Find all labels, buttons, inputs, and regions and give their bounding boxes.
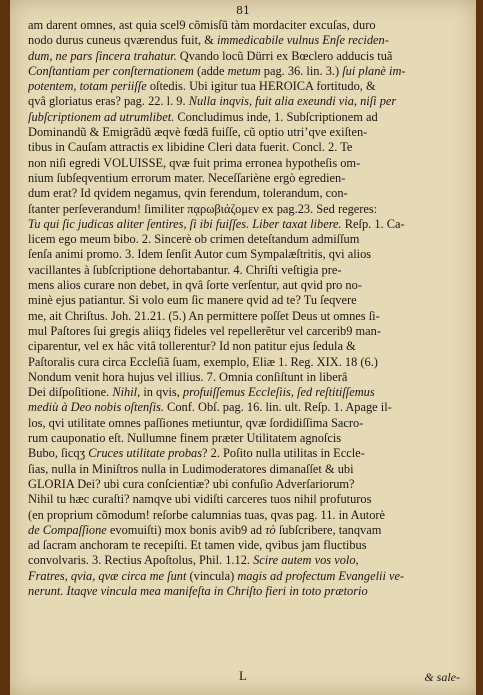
text-line [28, 416, 466, 431]
roman-segment: tibus in Cauſam attractis ex libidine Cleri data fuerit. Concl. 2. Te [28, 140, 353, 155]
italic-segment: τὸ [265, 522, 276, 537]
roman-segment: ſias, nulla in Miniſtros nulla in Ludimoderatores dimanaſſet & ubi [28, 461, 354, 476]
italic-segment: Nihil [112, 385, 138, 400]
text-line [28, 508, 466, 523]
roman-segment: me, ait Chriſtus. Joh. 21.21. (5.) An permittere poſſet Deus ut omnes ſi- [28, 308, 380, 323]
text-line [28, 339, 466, 354]
roman-segment: los, qvi utilitate omnes paſſiones metiuntur, qvæ ſordidiſſima Sacro- [28, 415, 364, 430]
book-page [10, 0, 476, 695]
text-line [28, 156, 466, 171]
text-line [28, 446, 466, 461]
roman-segment: licem ego meum bibo. 2. Sincerè ob crimen deteſtandum admiſſum [28, 232, 360, 247]
italic-segment: Scire autem vos volo, [253, 553, 359, 568]
roman-segment: mul Paſtores ſui gregis aliiqʒ fideles vel repellerẽtur vel carcerib9 man- [28, 323, 381, 338]
roman-segment: ad ſacram anchoram te recepiſti. Et tamen vide, qvibus jam fluctibus [28, 538, 367, 553]
text-line [28, 324, 466, 339]
text-line [28, 370, 466, 385]
text-line [28, 477, 466, 492]
text-line [28, 110, 466, 125]
italic-segment: de Compaſſione [28, 522, 107, 537]
text-line [28, 355, 466, 370]
body-text [28, 18, 466, 599]
text-line [28, 492, 466, 507]
roman-segment: ſtanter perſeverandum! ſimiliter πᾳρωβιάζομεν ex pag.23. Sed regeres: [28, 201, 378, 216]
roman-segment: Nihil tu hæc curaſti? namqve ubi vidiſti carceres tuos nihil profuturos [28, 492, 372, 507]
italic-segment: magis ad profectum Evangelii ve- [237, 568, 405, 583]
text-line [28, 584, 466, 599]
text-line [28, 431, 466, 446]
text-line [28, 400, 466, 415]
text-line [28, 569, 466, 584]
text-line [28, 125, 466, 140]
italic-segment: Cruces utilitate probas [88, 446, 203, 461]
roman-segment: ciparentur, vel ex hâc vitâ tollerentur? Id non patitur ejus ſedula & [28, 339, 356, 354]
roman-segment: nium ſubſeqventium errorum mater. Neceſſariène ergò egredien- [28, 170, 346, 185]
italic-segment: Nulla inqvis, fuit alia exeundi via, niſi per [188, 94, 397, 109]
page-number: 81 [236, 4, 250, 17]
roman-segment: Qvando locũ Dürri ex Bœclero adducis tuã [176, 48, 393, 63]
italic-segment: Tu qui ſic judicas aliter ſentires, ſi ibi fuiſſes. Liber taxat libere. [28, 216, 342, 231]
roman-segment: convolvaris. 3. Rectius Apoſtolus, Phil. 1.12. [28, 553, 254, 568]
text-line [28, 49, 466, 64]
roman-segment: Bubo, ſicqʒ [28, 446, 89, 461]
roman-segment: rum cauponatio eſt. Nullumne finem præter Utilitatem agnoſcis [28, 431, 342, 446]
text-line [28, 171, 466, 186]
roman-segment: Dei diſpoſitione. [28, 385, 113, 400]
italic-segment: nerunt. Itaqve vincula mea manifeſta in Chriſto fieri in toto prætorio [28, 583, 368, 598]
text-line [28, 79, 466, 94]
text-line [28, 263, 466, 278]
text-line [28, 202, 466, 217]
roman-segment: Paſtoralis cura circa Eccleſiã ſuam, exemplo, Eliæ 1. Reg. XIX. 18 (6.) [28, 354, 378, 369]
text-line [28, 18, 466, 33]
roman-segment: pag. 36. lin. 3.) [260, 63, 343, 78]
roman-segment: ſubſcribere, tanqvam [275, 522, 382, 537]
text-line [28, 293, 466, 308]
roman-segment: Dominandũ & Emigrãdũ æqvè fœdã fuiſſe, cũ optio utriʼqve exiſten- [28, 125, 368, 140]
roman-segment: , in qvis, [137, 385, 183, 400]
text-line [28, 385, 466, 400]
italic-segment: dum, ne pars ſincera trahatur. [28, 48, 177, 63]
italic-segment: potentem, totam periiſſe [28, 79, 147, 94]
roman-segment: Conf. Obſ. pag. 16. lin. ult. Reſp. 1. Apage il- [163, 400, 392, 415]
roman-segment: vacillantes à ſubſcriptione dehortabantur. 4. Chriſti veſtigia pre- [28, 262, 342, 277]
book-gutter-left [0, 0, 10, 695]
text-line [28, 523, 466, 538]
italic-segment: ſubſcriptionem ad utrumlibet. [28, 109, 175, 124]
italic-segment: ſui planè im- [342, 63, 406, 78]
roman-segment: (adde [193, 63, 228, 78]
text-line [28, 94, 466, 109]
text-line [28, 140, 466, 155]
italic-segment: profuiſſemus Eccleſiis, ſed reſtitiſſemus [182, 385, 375, 400]
italic-segment: metum [227, 63, 261, 78]
italic-segment: Conſtantiam per conſternationem [28, 63, 194, 78]
roman-segment: qvâ gloriatus eras? pag. 22. l. 9. [28, 94, 189, 109]
roman-segment: Concludimus inde, 1. Subſcriptionem ad [174, 109, 378, 124]
text-line [28, 309, 466, 324]
roman-segment: non niſi egredi VOLUISSE, qvæ fuit prima erronea hypotheſis om- [28, 155, 361, 170]
roman-segment: mens alios curare non debet, in qvâ ſorte verſentur, aut qvid pro no- [28, 278, 362, 293]
text-line [28, 217, 466, 232]
italic-segment: immedicabile vulnus Enſe reciden- [216, 33, 389, 48]
text-line [28, 186, 466, 201]
roman-segment: (en proprium cõmodum! reſorbe calumnias tuas, qvas pag. 11. in Autorè [28, 507, 386, 522]
catchword: & sale- [424, 670, 460, 684]
signature-mark: L [239, 668, 247, 683]
roman-segment: am darent omnes, ast quia scel9 cõmisſũ tàm mordaciter excuſas, duro [28, 18, 376, 32]
text-line [28, 278, 466, 293]
roman-segment: Reſp. 1. Ca- [341, 216, 405, 231]
text-line [28, 538, 466, 553]
text-line [28, 232, 466, 247]
roman-segment: oſtedis. Ubi igitur tua HEROICA fortitudo, & [146, 79, 376, 94]
roman-segment: evomuiſti) mox bonis avib9 ad [106, 522, 266, 537]
roman-segment: nodo durus cuneus qværendus fuit, & [28, 33, 217, 48]
roman-segment: dum erat? Id qvidem negamus, qvin ferendum, tolerandum, con- [28, 186, 348, 201]
text-line [28, 553, 466, 568]
italic-segment: Fratres, qvia, qvæ circa me ſunt [28, 568, 187, 583]
roman-segment: ? 2. Poſito nulla utilitas in Eccle- [202, 446, 365, 461]
text-line [28, 462, 466, 477]
text-line [28, 64, 466, 79]
roman-segment: Nondum venit hora hujus vel illius. 7. Omnia conſiſtunt in liberâ [28, 369, 348, 384]
book-edge-right [476, 0, 483, 695]
italic-segment: mediù à Deo nobis oſtenſis. [28, 400, 164, 415]
roman-segment: minè ejus patiantur. Si volo eum ſic manere qvid ad te? Tu ſeqvere [28, 293, 357, 308]
text-line [28, 33, 466, 48]
roman-segment: (vincula) [186, 568, 238, 583]
text-line [28, 247, 466, 262]
roman-segment: ſenſa animi promo. 3. Idem ſenſit Autor cum Sympalæſtritis, qvi alios [28, 247, 372, 262]
roman-segment: GLORIA Dei? ubi cura conſcientiæ? ubi confuſio Adverſariorum? [28, 476, 355, 491]
